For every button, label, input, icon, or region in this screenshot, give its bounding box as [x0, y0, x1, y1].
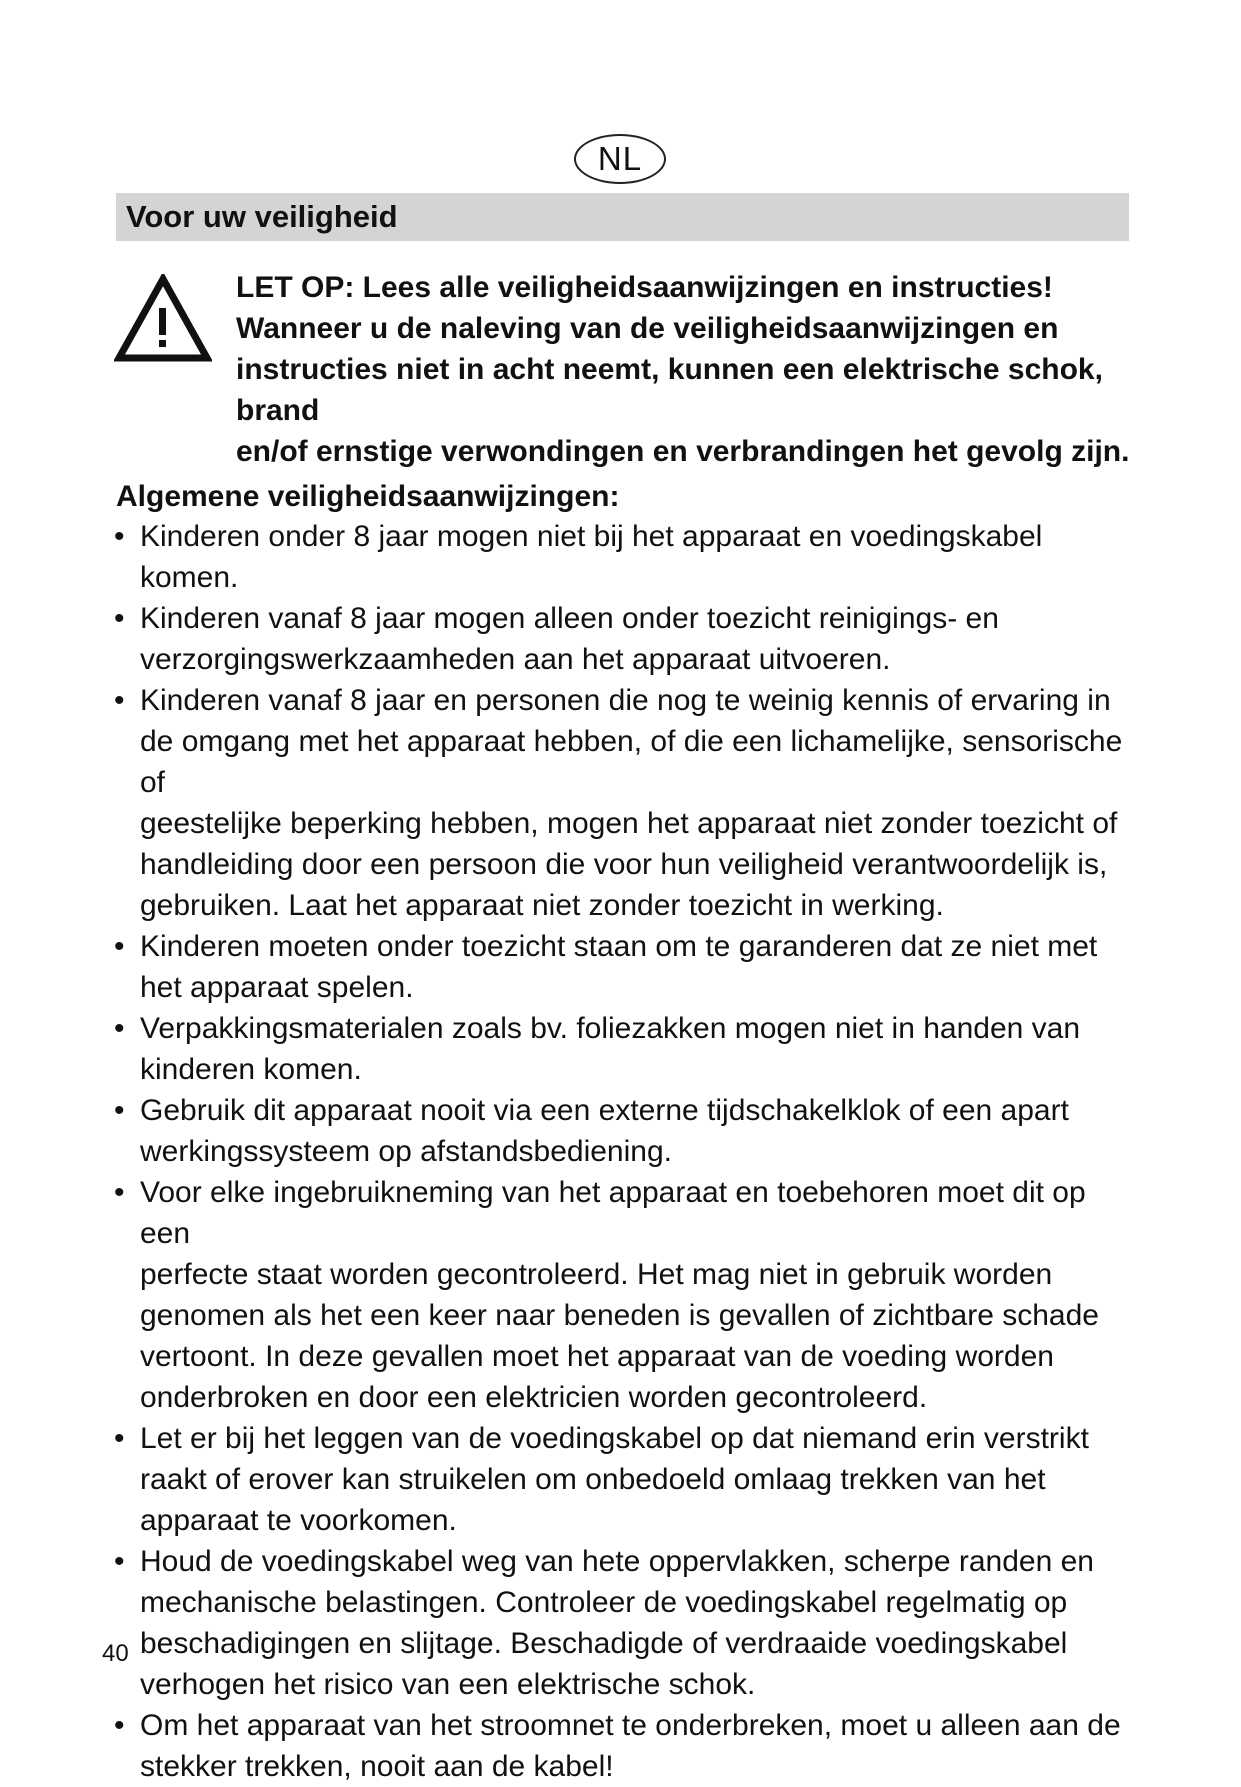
language-badge: NL: [574, 134, 666, 184]
list-item: • Kinderen vanaf 8 jaar en personen die nog te weinig kennis of ervaring in de omgang met het apparaat hebben, of die een lichamelijke, sensorische of geestelijke beperking hebben, mogen het apparaat niet zonder toezicht of handleiding door een persoon die voor hun veiligheid verantwoordelijk is, gebruiken. Laat het apparaat niet zonder toezicht in werking.: [114, 680, 1144, 926]
general-safety-heading: Algemene veiligheidsaanwijzingen:: [116, 480, 620, 513]
section-title-bar: [116, 193, 1129, 241]
warning-text: LET OP: Lees alle veiligheidsaanwijzingen en instructies! Wanneer u de naleving van de veiligheidsaanwijzingen en instructies niet in acht neemt, kunnen een elektrische schok, brand en/of ernstige verwondingen en verbrandingen het gevolg zijn.: [236, 271, 1130, 468]
section-title: Voor uw veiligheid: [126, 199, 398, 234]
warning-triangle-icon: [114, 274, 212, 364]
list-item: • Kinderen moeten onder toezicht staan om te garanderen dat ze niet met het apparaat spelen.: [114, 926, 1144, 1008]
list-item: • Let er bij het leggen van de voedingskabel op dat niemand erin verstrikt raakt of erover kan struikelen om onbedoeld omlaag trekken van het apparaat te voorkomen.: [114, 1418, 1144, 1541]
list-item: • Gebruik dit apparaat nooit via een externe tijdschakelklok of een apart werkingssysteem op afstandsbediening.: [114, 1090, 1144, 1172]
list-item: • Kinderen onder 8 jaar mogen niet bij het apparaat en voedingskabel komen.: [114, 516, 1144, 598]
list-item: • Kinderen vanaf 8 jaar mogen alleen onder toezicht reinigings- en verzorgingswerkzaamheden aan het apparaat uitvoeren.: [114, 598, 1144, 680]
list-item: • Verpakkingsmaterialen zoals bv. foliezakken mogen niet in handen van kinderen komen.: [114, 1008, 1144, 1090]
list-item: • Om het apparaat van het stroomnet te onderbreken, moet u alleen aan de stekker trekken, nooit aan de kabel!: [114, 1705, 1144, 1787]
page-number: 40: [102, 1640, 129, 1667]
list-item: • Voor elke ingebruikneming van het apparaat en toebehoren moet dit op een perfecte staat worden gecontroleerd. Het mag niet in gebruik worden genomen als het een keer naar beneden is gevallen of zichtbare schade vertoont. In deze gevallen moet het apparaat van de voeding worden onderbroken en door een elektricien worden gecontroleerd.: [114, 1172, 1144, 1418]
list-item: • Houd de voedingskabel weg van hete oppervlakken, scherpe randen en mechanische belastingen. Controleer de voedingskabel regelmatig op beschadigingen en slijtage. Beschadigde of verdraaide voedingskabel verhogen het risico van een elektrische schok.: [114, 1541, 1144, 1705]
safety-instructions-list: [114, 516, 1144, 1787]
